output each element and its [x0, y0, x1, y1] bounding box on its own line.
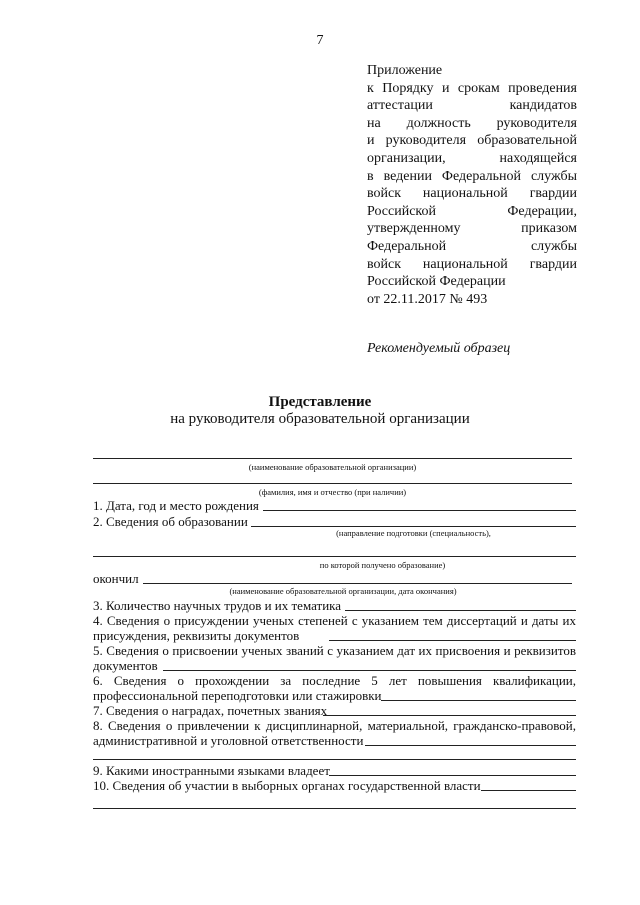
appendix-line: к Порядку и срокам проведения	[367, 80, 577, 96]
appendix-line: и руководителя образовательной	[367, 133, 577, 149]
item-awards-label: 7. Сведения о наградах, почетных званиях	[93, 703, 328, 718]
appendix-line: в ведении Федеральной службы	[367, 168, 577, 184]
document-title: Представление	[268, 394, 372, 410]
titles-field[interactable]	[163, 670, 576, 671]
direction-caption: (направление подготовки (специальность),	[336, 528, 491, 538]
item-titles-label-2: документов	[93, 658, 158, 673]
finished-field[interactable]	[143, 583, 572, 584]
recommended-sample-label: Рекомендуемый образец	[367, 341, 511, 356]
appendix-line: от 22.11.2017 № 493	[367, 291, 488, 307]
item-languages-label: 9. Какими иностранными языками владеет	[93, 763, 330, 778]
item-liability-label-2: административной и уголовной ответственности	[93, 733, 364, 748]
org-finish-caption: (наименование образовательной организации, дата окончания)	[229, 586, 457, 596]
item-titles-label: 5. Сведения о присвоении ученых званий с указанием дат их присвоения и реквизитов	[93, 643, 576, 658]
birth-field[interactable]	[263, 510, 576, 511]
appendix-line: утвержденному приказом	[367, 221, 577, 237]
appendix-block	[367, 62, 577, 308]
liability-field-2[interactable]	[93, 759, 576, 760]
education-field-2[interactable]	[93, 556, 576, 557]
appendix-line: войск национальной гвардии	[367, 256, 577, 272]
appendix-line: на должность руководителя	[367, 115, 577, 131]
appendix-line: Российской Федерации	[367, 274, 506, 290]
item-elected-label: 10. Сведения об участии в выборных органах государственной власти	[93, 778, 481, 793]
item-education-label: 2. Сведения об образовании	[93, 514, 248, 529]
full-name-line[interactable]	[93, 483, 572, 484]
item-degrees-label-2: присуждения, реквизиты документов	[93, 628, 300, 643]
elected-field-2[interactable]	[93, 808, 576, 809]
training-field[interactable]	[381, 700, 576, 701]
elected-field[interactable]	[481, 790, 576, 791]
page-number: 7	[316, 33, 324, 48]
item-degrees-label: 4. Сведения о присуждении ученых степеней с указанием тем диссертаций и даты их	[93, 613, 576, 628]
item-liability-label: 8. Сведения о привлечении к дисциплинарной, материальной, гражданско-правовой,	[93, 718, 576, 733]
appendix-line: аттестации кандидатов	[367, 98, 577, 114]
education-field[interactable]	[251, 526, 576, 527]
org-name-caption: (наименование образовательной организации)	[248, 462, 417, 472]
awards-field[interactable]	[323, 715, 576, 716]
item-training-label: 6. Сведения о прохождении за последние 5 лет повышения квалификации,	[93, 673, 576, 688]
appendix-line: организации, находящейся	[367, 150, 577, 166]
liability-field[interactable]	[365, 745, 576, 746]
appendix-line: Российской Федерации,	[367, 203, 577, 219]
item-works-label: 3. Количество научных трудов и их тематика	[93, 598, 342, 613]
works-field[interactable]	[345, 610, 576, 611]
received-caption: по которой получено образование)	[319, 560, 446, 570]
org-name-line[interactable]	[93, 458, 572, 459]
item-training-label-2: профессиональной переподготовки или стажировки	[93, 688, 382, 703]
appendix-line: Приложение	[367, 63, 443, 78]
appendix-line: Федеральной службы	[367, 238, 577, 254]
finished-label: окончил	[93, 571, 139, 586]
languages-field[interactable]	[329, 775, 576, 776]
full-name-caption: (фамилия, имя и отчество (при наличии)	[258, 487, 407, 497]
item-birth-label: 1. Дата, год и место рождения	[93, 498, 259, 513]
document-subtitle: на руководителя образовательной организации	[170, 411, 470, 427]
degrees-field[interactable]	[329, 640, 576, 641]
appendix-line: войск национальной гвардии	[367, 186, 577, 202]
